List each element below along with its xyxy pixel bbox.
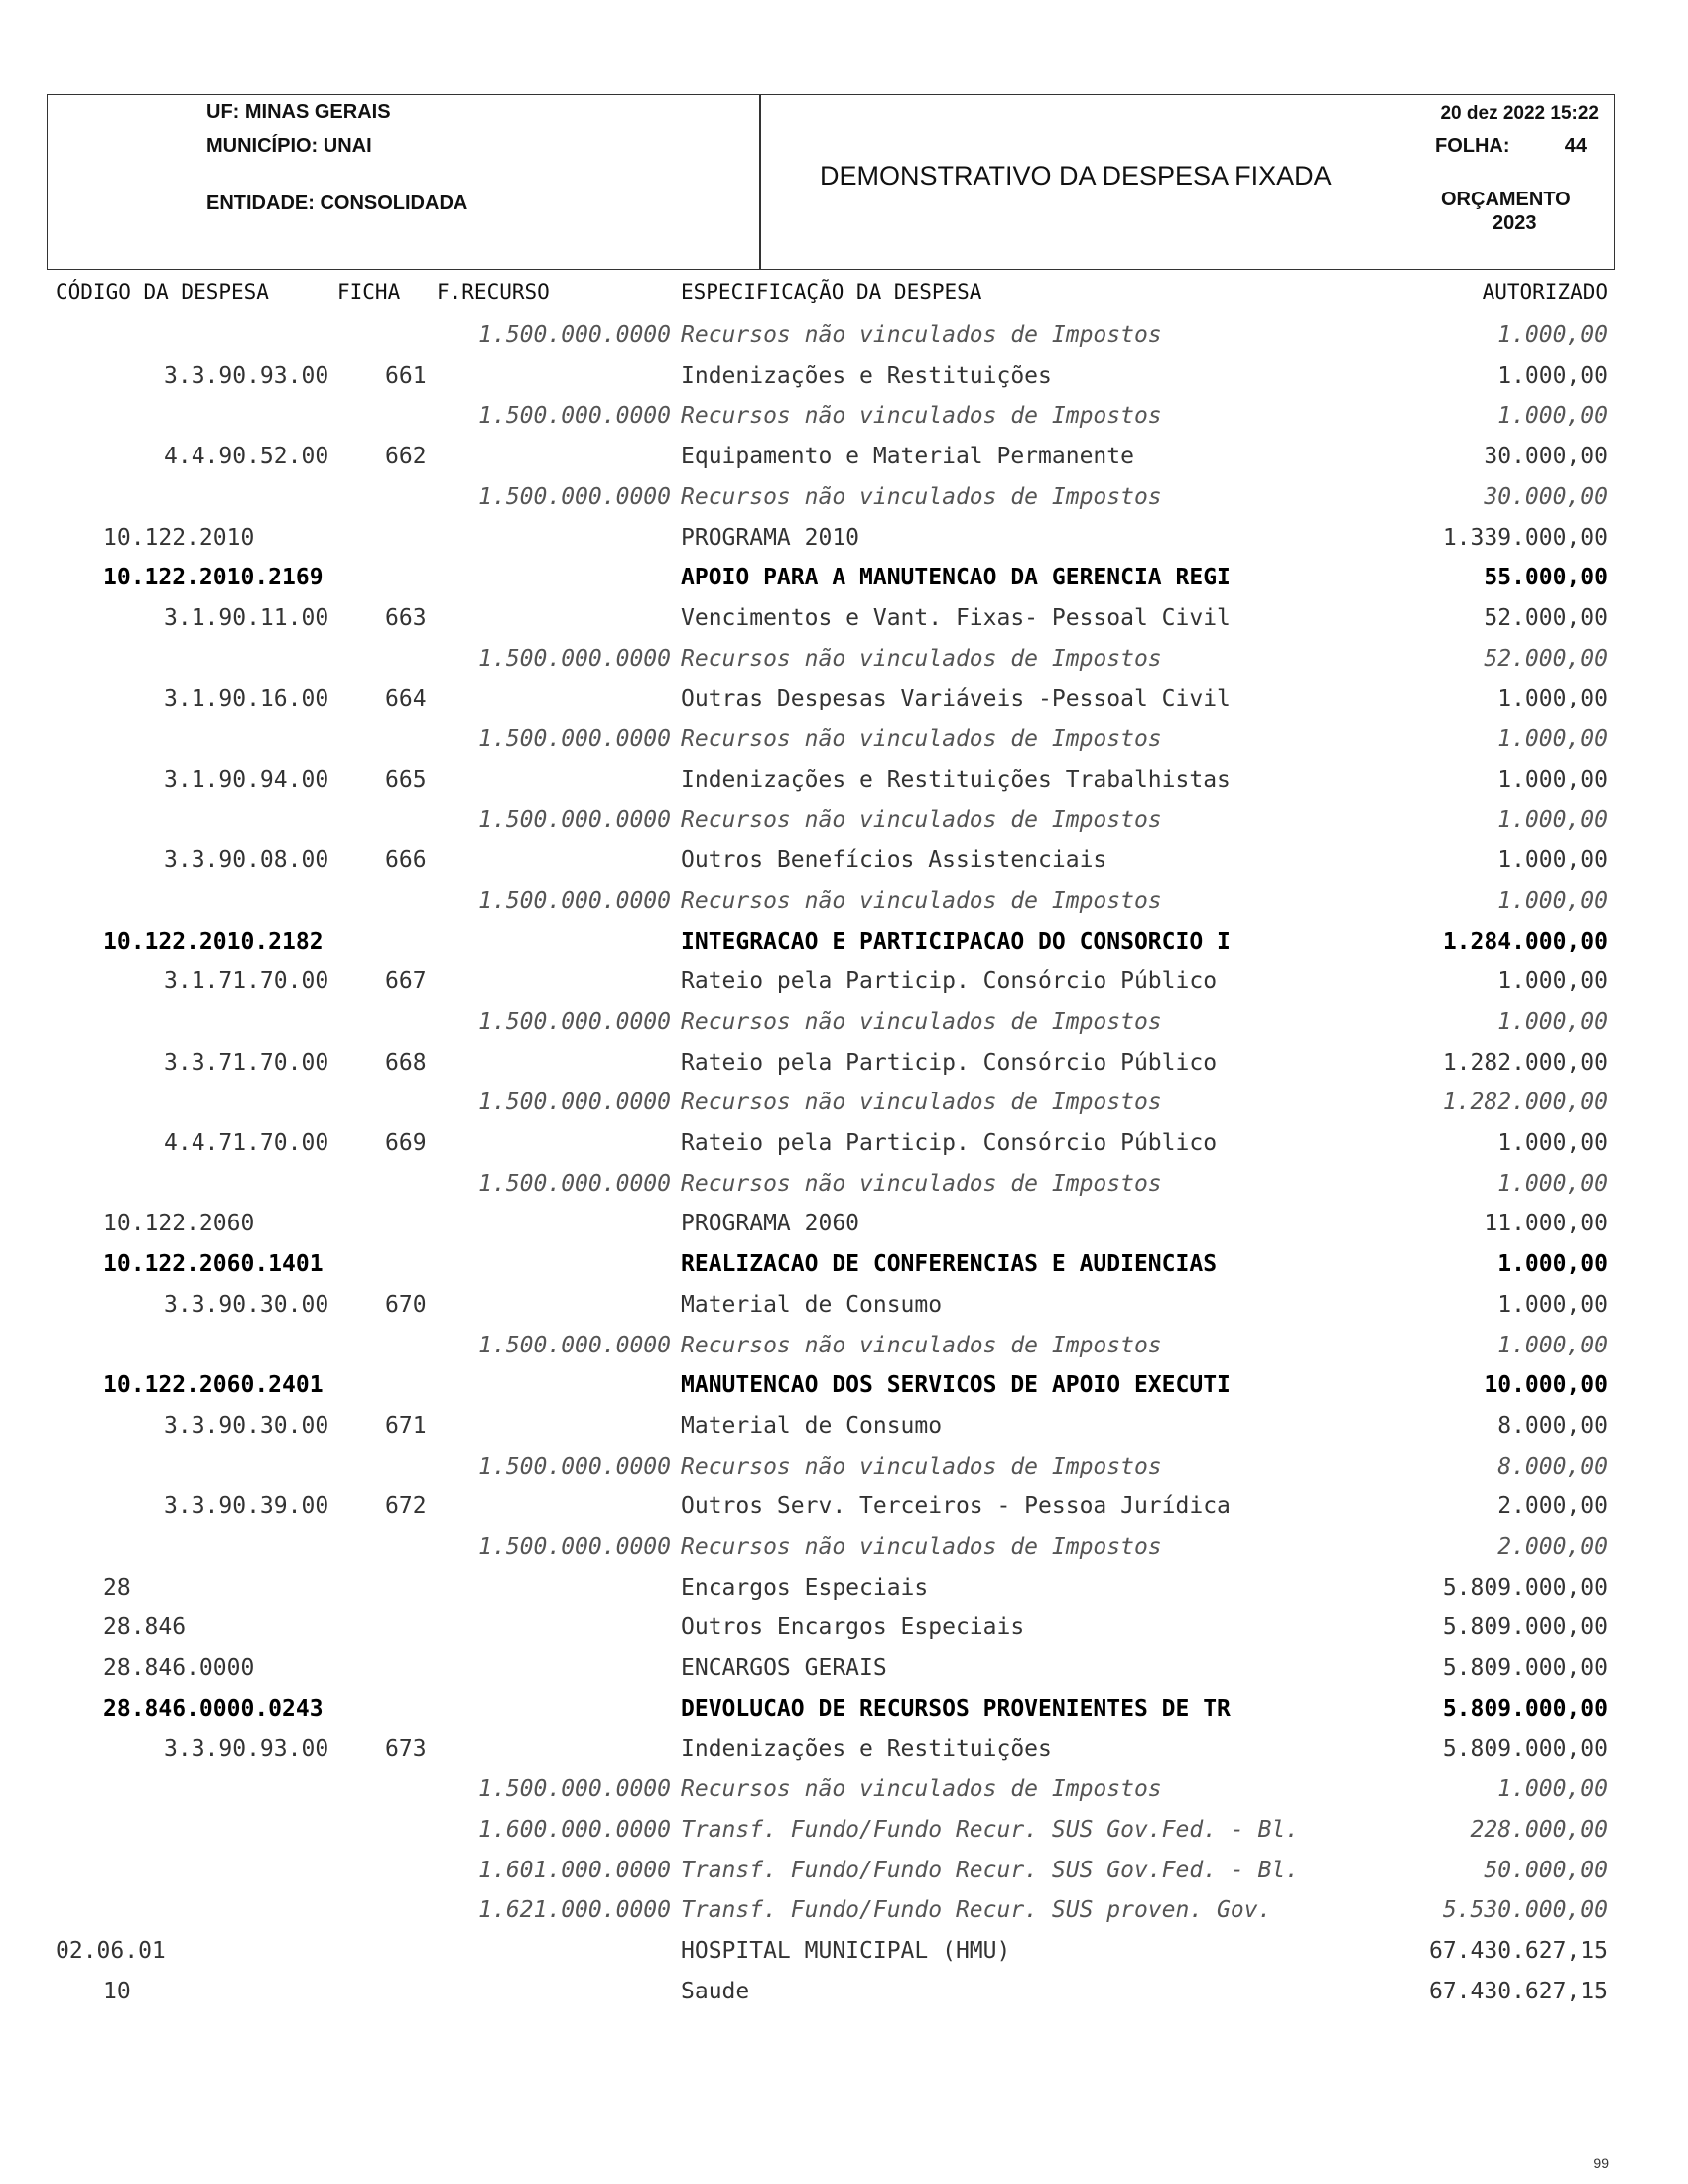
expense-row: [0, 767, 1688, 807]
authorized-value: 228.000,00: [1470, 1816, 1608, 1843]
ficha-number: 665: [385, 766, 427, 793]
expense-row: [0, 929, 1688, 968]
authorized-value: 1.000,00: [1497, 968, 1608, 995]
expense-code: 3.3.71.70.00: [164, 1049, 329, 1076]
authorized-value: 1.000,00: [1497, 726, 1608, 752]
resource-code: 1.500.000.0000: [478, 1332, 671, 1358]
authorized-value: 2.000,00: [1497, 1534, 1608, 1560]
authorized-value: 1.282.000,00: [1442, 1049, 1608, 1076]
expense-description: Rateio pela Particip. Consórcio Público: [681, 1049, 1218, 1076]
resource-code: 1.500.000.0000: [478, 645, 671, 672]
expense-description: Transf. Fundo/Fundo Recur. SUS Gov.Fed. - Bl.: [681, 1857, 1300, 1883]
resource-row: [0, 1009, 1688, 1049]
expense-description: Recursos não vinculados de Impostos: [681, 807, 1162, 834]
resource-row: [0, 1090, 1688, 1129]
resource-row: [0, 888, 1688, 928]
expense-description: REALIZACAO DE CONFERENCIAS E AUDIENCIAS: [681, 1251, 1218, 1278]
resource-code: 1.500.000.0000: [478, 483, 671, 510]
resource-row: [0, 1454, 1688, 1493]
expense-row: [0, 847, 1688, 887]
expense-description: Outros Encargos Especiais: [681, 1614, 1025, 1641]
expense-description: Indenizações e Restituições: [681, 362, 1052, 389]
expense-row: [0, 1696, 1688, 1735]
resource-row: [0, 1817, 1688, 1857]
authorized-value: 11.000,00: [1484, 1211, 1608, 1237]
resource-code: 1.500.000.0000: [478, 1090, 671, 1116]
expense-description: Outros Serv. Terceiros - Pessoa Jurídica: [681, 1493, 1231, 1520]
expense-description: Material de Consumo: [681, 1291, 943, 1318]
authorized-value: 30.000,00: [1484, 444, 1608, 470]
authorized-value: 1.000,00: [1497, 686, 1608, 712]
expense-description: ENCARGOS GERAIS: [681, 1655, 887, 1682]
expense-description: INTEGRACAO E PARTICIPACAO DO CONSORCIO I: [681, 928, 1231, 955]
resource-code: 1.500.000.0000: [478, 1170, 671, 1197]
resource-row: [0, 1776, 1688, 1816]
expense-row: [0, 686, 1688, 725]
authorized-value: 52.000,00: [1484, 604, 1608, 631]
expense-row: [0, 1493, 1688, 1533]
expense-code: 3.1.90.94.00: [164, 766, 329, 793]
column-header-autorizado: AUTORIZADO: [1482, 280, 1608, 304]
authorized-value: 50.000,00: [1484, 1857, 1608, 1883]
resource-code: 1.601.000.0000: [478, 1857, 671, 1883]
expense-row: [0, 1575, 1688, 1614]
resource-row: [0, 807, 1688, 846]
expense-code: 3.1.90.16.00: [164, 686, 329, 712]
expense-row: [0, 1130, 1688, 1170]
uf-label: UF: MINAS GERAIS: [206, 101, 391, 123]
resource-code: 1.600.000.0000: [478, 1816, 671, 1843]
expense-description: Recursos não vinculados de Impostos: [681, 1008, 1162, 1035]
expense-row: [0, 444, 1688, 483]
authorized-value: 1.000,00: [1497, 362, 1608, 389]
authorized-value: 5.809.000,00: [1442, 1695, 1608, 1722]
expense-row: [0, 525, 1688, 565]
resource-row: [0, 322, 1688, 362]
authorized-value: 55.000,00: [1484, 565, 1608, 591]
expense-code: 10.122.2010.2169: [103, 565, 324, 591]
expense-code: 3.3.90.30.00: [164, 1291, 329, 1318]
column-header-recurso: F.RECURSO: [437, 280, 550, 304]
expense-code: 10.122.2060.1401: [103, 1251, 324, 1278]
resource-code: 1.500.000.0000: [478, 1534, 671, 1560]
expense-description: Indenizações e Restituições: [681, 1735, 1052, 1762]
resource-row: [0, 1897, 1688, 1937]
column-header-ficha: FICHA: [337, 280, 401, 304]
authorized-value: 1.000,00: [1497, 1332, 1608, 1358]
authorized-value: 1.000,00: [1497, 1008, 1608, 1035]
resource-row: [0, 646, 1688, 686]
expense-row: [0, 1050, 1688, 1090]
expense-description: Recursos não vinculados de Impostos: [681, 726, 1162, 752]
authorized-value: 2.000,00: [1497, 1493, 1608, 1520]
ficha-number: 663: [385, 604, 427, 631]
ficha-number: 671: [385, 1412, 427, 1439]
ficha-number: 664: [385, 686, 427, 712]
expense-code: 3.1.90.11.00: [164, 604, 329, 631]
expense-description: HOSPITAL MUNICIPAL (HMU): [681, 1938, 1011, 1964]
expense-description: Recursos não vinculados de Impostos: [681, 1776, 1162, 1803]
resource-row: [0, 1858, 1688, 1897]
expense-description: Transf. Fundo/Fundo Recur. SUS proven. Gov.: [681, 1897, 1272, 1924]
expense-description: Vencimentos e Vant. Fixas- Pessoal Civil: [681, 604, 1231, 631]
expense-description: Rateio pela Particip. Consórcio Público: [681, 1130, 1218, 1156]
expense-code: 3.3.90.08.00: [164, 847, 329, 874]
resource-code: 1.500.000.0000: [478, 1453, 671, 1479]
expense-code: 28.846: [103, 1614, 187, 1641]
folha-label: FOLHA:: [1435, 135, 1510, 157]
authorized-value: 1.000,00: [1497, 322, 1608, 348]
report-datetime: 20 dez 2022 15:22: [1440, 103, 1599, 124]
expense-description: Equipamento e Material Permanente: [681, 444, 1134, 470]
expense-description: Recursos não vinculados de Impostos: [681, 483, 1162, 510]
expense-description: Recursos não vinculados de Impostos: [681, 1090, 1162, 1116]
expense-description: PROGRAMA 2060: [681, 1211, 860, 1237]
report-title: DEMONSTRATIVO DA DESPESA FIXADA: [820, 161, 1332, 191]
expense-code: 4.4.90.52.00: [164, 444, 329, 470]
authorized-value: 30.000,00: [1484, 483, 1608, 510]
authorized-value: 5.530.000,00: [1442, 1897, 1608, 1924]
resource-code: 1.500.000.0000: [478, 726, 671, 752]
expense-row: [0, 1655, 1688, 1695]
expense-row: [0, 1979, 1688, 2018]
authorized-value: 52.000,00: [1484, 645, 1608, 672]
municipio-label: MUNICÍPIO: UNAI: [206, 135, 372, 157]
expense-row: [0, 1292, 1688, 1332]
expense-description: Outras Despesas Variáveis -Pessoal Civil: [681, 686, 1231, 712]
expense-row: [0, 565, 1688, 604]
resource-code: 1.500.000.0000: [478, 403, 671, 430]
expense-description: Recursos não vinculados de Impostos: [681, 1170, 1162, 1197]
expense-description: Rateio pela Particip. Consórcio Público: [681, 968, 1218, 995]
authorized-value: 5.809.000,00: [1442, 1655, 1608, 1682]
resource-row: [0, 726, 1688, 766]
expense-code: 28.846.0000: [103, 1655, 255, 1682]
expense-description: Recursos não vinculados de Impostos: [681, 1534, 1162, 1560]
expense-code: 3.3.90.30.00: [164, 1412, 329, 1439]
expense-description: Outros Benefícios Assistenciais: [681, 847, 1107, 874]
authorized-value: 1.000,00: [1497, 1251, 1608, 1278]
expense-row: [0, 605, 1688, 645]
expense-description: Material de Consumo: [681, 1412, 943, 1439]
expense-description: APOIO PARA A MANUTENCAO DA GERENCIA REGI: [681, 565, 1231, 591]
authorized-value: 5.809.000,00: [1442, 1614, 1608, 1641]
expense-description: DEVOLUCAO DE RECURSOS PROVENIENTES DE TR: [681, 1695, 1231, 1722]
expense-code: 3.3.90.93.00: [164, 362, 329, 389]
resource-row: [0, 1534, 1688, 1574]
column-header-codigo: CÓDIGO DA DESPESA: [56, 280, 269, 304]
authorized-value: 67.430.627,15: [1428, 1978, 1608, 2004]
authorized-value: 1.000,00: [1497, 1776, 1608, 1803]
expense-description: Recursos não vinculados de Impostos: [681, 403, 1162, 430]
expense-code: 02.06.01: [56, 1938, 166, 1964]
expense-code: 10.122.2010: [103, 524, 255, 551]
ficha-number: 668: [385, 1049, 427, 1076]
resource-row: [0, 484, 1688, 524]
ficha-number: 670: [385, 1291, 427, 1318]
authorized-value: 1.282.000,00: [1442, 1090, 1608, 1116]
expense-description: Indenizações e Restituições Trabalhistas: [681, 766, 1231, 793]
expense-code: 10.122.2060: [103, 1211, 255, 1237]
expense-description: Transf. Fundo/Fundo Recur. SUS Gov.Fed. - Bl.: [681, 1816, 1300, 1843]
expense-row: [0, 1614, 1688, 1654]
expense-description: Recursos não vinculados de Impostos: [681, 645, 1162, 672]
expense-code: 10.122.2010.2182: [103, 928, 324, 955]
resource-row: [0, 1171, 1688, 1211]
expense-row: [0, 1372, 1688, 1412]
resource-code: 1.500.000.0000: [478, 807, 671, 834]
expense-row: [0, 1251, 1688, 1291]
expense-code: 3.1.71.70.00: [164, 968, 329, 995]
resource-row: [0, 403, 1688, 443]
authorized-value: 1.000,00: [1497, 807, 1608, 834]
resource-code: 1.500.000.0000: [478, 887, 671, 914]
expense-description: Recursos não vinculados de Impostos: [681, 322, 1162, 348]
expense-description: Recursos não vinculados de Impostos: [681, 1332, 1162, 1358]
ficha-number: 667: [385, 968, 427, 995]
expense-row: [0, 1413, 1688, 1453]
expense-description: PROGRAMA 2010: [681, 524, 860, 551]
authorized-value: 1.000,00: [1497, 766, 1608, 793]
authorized-value: 8.000,00: [1497, 1453, 1608, 1479]
authorized-value: 10.000,00: [1484, 1372, 1608, 1399]
authorized-value: 1.000,00: [1497, 1130, 1608, 1156]
resource-row: [0, 1333, 1688, 1372]
ficha-number: 673: [385, 1735, 427, 1762]
expense-code: 4.4.71.70.00: [164, 1130, 329, 1156]
authorized-value: 1.000,00: [1497, 403, 1608, 430]
expense-code: 28.846.0000.0243: [103, 1695, 324, 1722]
expense-code: 10: [103, 1978, 131, 2004]
authorized-value: 67.430.627,15: [1428, 1938, 1608, 1964]
expense-code: 3.3.90.93.00: [164, 1735, 329, 1762]
expense-row: [0, 968, 1688, 1008]
expense-description: Encargos Especiais: [681, 1574, 929, 1601]
expense-code: 10.122.2060.2401: [103, 1372, 324, 1399]
authorized-value: 5.809.000,00: [1442, 1735, 1608, 1762]
authorized-value: 1.000,00: [1497, 1291, 1608, 1318]
expense-code: 28: [103, 1574, 131, 1601]
orcamento-year: 2023: [1493, 212, 1537, 234]
expense-description: Recursos não vinculados de Impostos: [681, 887, 1162, 914]
entidade-label: ENTIDADE: CONSOLIDADA: [206, 193, 468, 214]
expense-description: Recursos não vinculados de Impostos: [681, 1453, 1162, 1479]
folha-value: 44: [1564, 135, 1587, 157]
expense-description: Saude: [681, 1978, 750, 2004]
expense-code: 3.3.90.39.00: [164, 1493, 329, 1520]
ficha-number: 661: [385, 362, 427, 389]
orcamento-label: ORÇAMENTO: [1441, 189, 1571, 210]
ficha-number: 672: [385, 1493, 427, 1520]
resource-code: 1.500.000.0000: [478, 322, 671, 348]
ficha-number: 666: [385, 847, 427, 874]
authorized-value: 1.000,00: [1497, 847, 1608, 874]
ficha-number: 662: [385, 444, 427, 470]
page-number: 99: [1593, 2155, 1609, 2171]
authorized-value: 5.809.000,00: [1442, 1574, 1608, 1601]
expense-description: MANUTENCAO DOS SERVICOS DE APOIO EXECUTI: [681, 1372, 1231, 1399]
authorized-value: 1.284.000,00: [1442, 928, 1608, 955]
resource-code: 1.500.000.0000: [478, 1008, 671, 1035]
resource-code: 1.621.000.0000: [478, 1897, 671, 1924]
expense-row: [0, 363, 1688, 403]
expense-row: [0, 1938, 1688, 1978]
authorized-value: 1.000,00: [1497, 1170, 1608, 1197]
expense-row: [0, 1211, 1688, 1250]
expense-row: [0, 1736, 1688, 1776]
authorized-value: 8.000,00: [1497, 1412, 1608, 1439]
resource-code: 1.500.000.0000: [478, 1776, 671, 1803]
authorized-value: 1.339.000,00: [1442, 524, 1608, 551]
column-header-especificacao: ESPECIFICAÇÃO DA DESPESA: [681, 280, 982, 304]
authorized-value: 1.000,00: [1497, 887, 1608, 914]
header-divider: [759, 94, 761, 270]
ficha-number: 669: [385, 1130, 427, 1156]
